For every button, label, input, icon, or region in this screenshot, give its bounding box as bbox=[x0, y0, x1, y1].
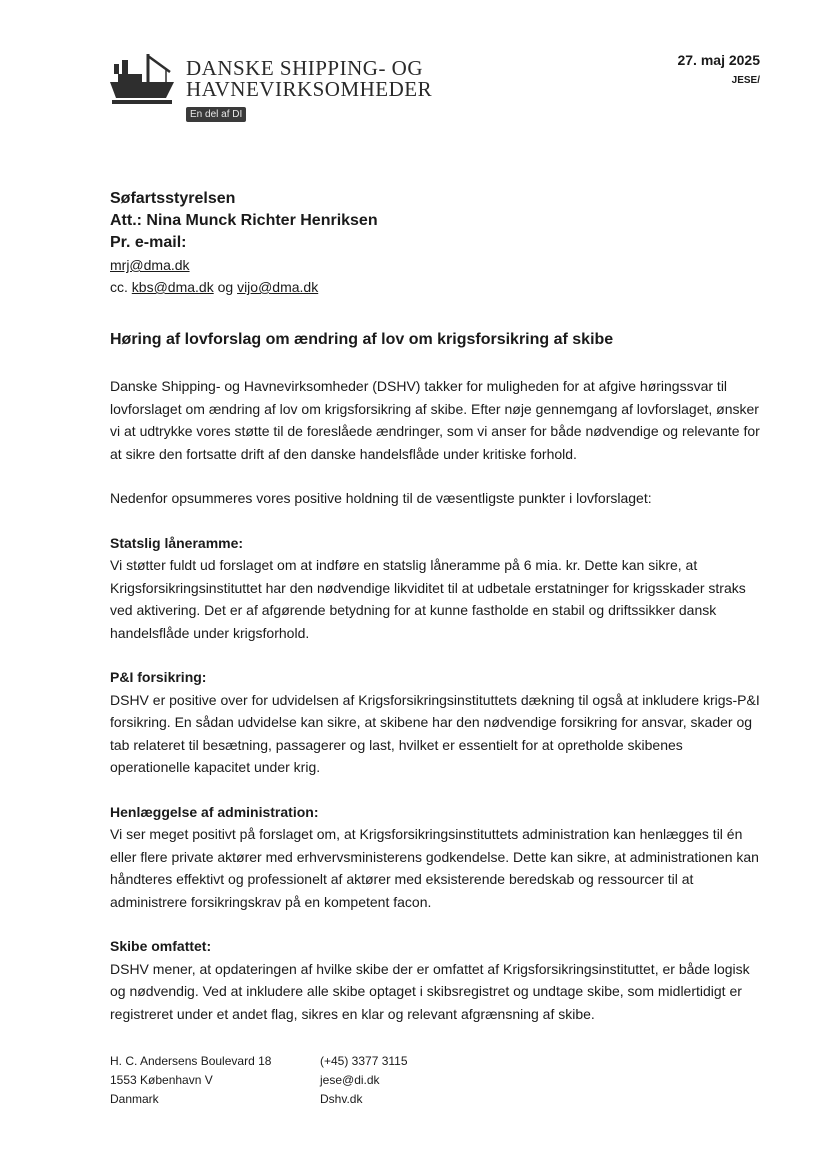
ship-crane-icon bbox=[108, 50, 176, 108]
cc-email-link-2[interactable]: vijo@dma.dk bbox=[237, 279, 319, 295]
section-text: Vi ser meget positivt på forslaget om, at Krigsforsikringsinstituttets administration kan henlægges til én eller flere private aktører med erhvervsministerens godkendelse. Dette kan sikre, at administrationen kan håndteres effektivt og professionelt af aktører med eksisterende beredskab og ressourcer til at administrere forsikringskrav på en kompetent facon. bbox=[110, 826, 759, 910]
summary-paragraph: Nedenfor opsummeres vores positive holdning til de væsentligste punkter i lovforslaget: bbox=[110, 490, 652, 506]
section-title: P&I forsikring: bbox=[110, 669, 207, 685]
addressee-organisation: Søfartsstyrelsen bbox=[110, 190, 236, 207]
section-text: Vi støtter fuldt ud forslaget om at indføre en statslig låneramme på 6 mia. kr. Dette kan sikre, at Krigsforsikringsinstituttet har den nødvendige likviditet til at udbetale erstatninger for krigsskader straks ved aktivering. Det er af afgørende betydning for at kunne fastholde en stabil og driftssikker dansk handelsflåde under krigsforhold. bbox=[110, 557, 746, 641]
section-title: Skibe omfattet: bbox=[110, 938, 212, 954]
logo-wordmark bbox=[186, 58, 432, 100]
footer-phone: (+45) 3377 3115 bbox=[320, 1054, 408, 1068]
letter-meta bbox=[677, 52, 760, 86]
footer-website: Dshv.dk bbox=[320, 1092, 363, 1106]
logo-name-line2: HAVNEVIRKSOMHEDER bbox=[186, 77, 433, 101]
reference-code: JESE/ bbox=[731, 75, 760, 86]
cc-prefix: cc. bbox=[110, 279, 128, 295]
footer-address-line: Danmark bbox=[110, 1092, 159, 1106]
logo-tagline: En del af DI bbox=[186, 107, 246, 122]
footer-address bbox=[110, 1052, 271, 1109]
footer-address-line: H. C. Andersens Boulevard 18 bbox=[110, 1054, 272, 1068]
logo-name-line1: DANSKE SHIPPING- OG bbox=[186, 56, 424, 80]
letter-date: 27. maj 2025 bbox=[677, 52, 760, 68]
delivery-method: Pr. e-mail: bbox=[110, 234, 187, 251]
cc-line bbox=[110, 276, 378, 298]
letter-subject: Høring af lovforslag om ændring af lov om krigsforsikring af skibe bbox=[110, 331, 614, 348]
section-title: Henlæggelse af administration: bbox=[110, 803, 319, 820]
section-title: Statslig låneramme: bbox=[110, 534, 244, 551]
intro-paragraph: Danske Shipping- og Havnevirksomheder (DSHV) takker for muligheden for at afgive høringssvar til lovforslaget om ændring af lov om krigsforsikring af skibe. Efter nøje gennemgang af lovforslaget, ønsker vi at udtrykke vores støtte til de foreslåede ændringer, som vi anser for både nødvendige og relevante for at sikre den fortsatte drift af den danske handelsflåde under kritiske forhold. bbox=[110, 378, 760, 462]
section-pi-insurance bbox=[110, 666, 760, 779]
section-administration bbox=[110, 801, 760, 914]
cc-email-link-1[interactable]: kbs@dma.dk bbox=[131, 279, 214, 295]
section-text: DSHV mener, at opdateringen af hvilke skibe der er omfattet af Krigsforsikringsinstituttet, er både logisk og nødvendig. Ved at inkludere alle skibe optaget i skibsregistret og undtage skibe, som midlertidigt er registreret under et andet flag, sikres en klar og relevant afgrænsning af skibe. bbox=[110, 960, 750, 1022]
footer-address-line: 1553 København V bbox=[110, 1073, 213, 1087]
addressee-email-link[interactable]: mrj@dma.dk bbox=[110, 257, 190, 273]
section-loan-frame bbox=[110, 532, 760, 645]
addressee-block bbox=[110, 188, 378, 298]
footer-email: jese@di.dk bbox=[320, 1073, 380, 1087]
company-logo bbox=[108, 50, 448, 130]
letter-body bbox=[110, 375, 760, 1025]
addressee-attention: Att.: Nina Munck Richter Henriksen bbox=[110, 212, 378, 229]
footer-contact bbox=[320, 1052, 408, 1109]
section-ships-covered bbox=[110, 935, 760, 1025]
cc-join: og bbox=[217, 279, 234, 295]
section-text: DSHV er positive over for udvidelsen af Krigsforsikringsinstituttets dækning til også at inkludere krigs-P&I forsikring. En sådan udvidelse kan sikre, at skibene har den nødvendige forsikring for ansvar, skader og tab relateret til besætning, passagerer og last, hvilket er essentielt for at opretholde skibenes operationelle kapacitet under krig. bbox=[110, 691, 760, 775]
